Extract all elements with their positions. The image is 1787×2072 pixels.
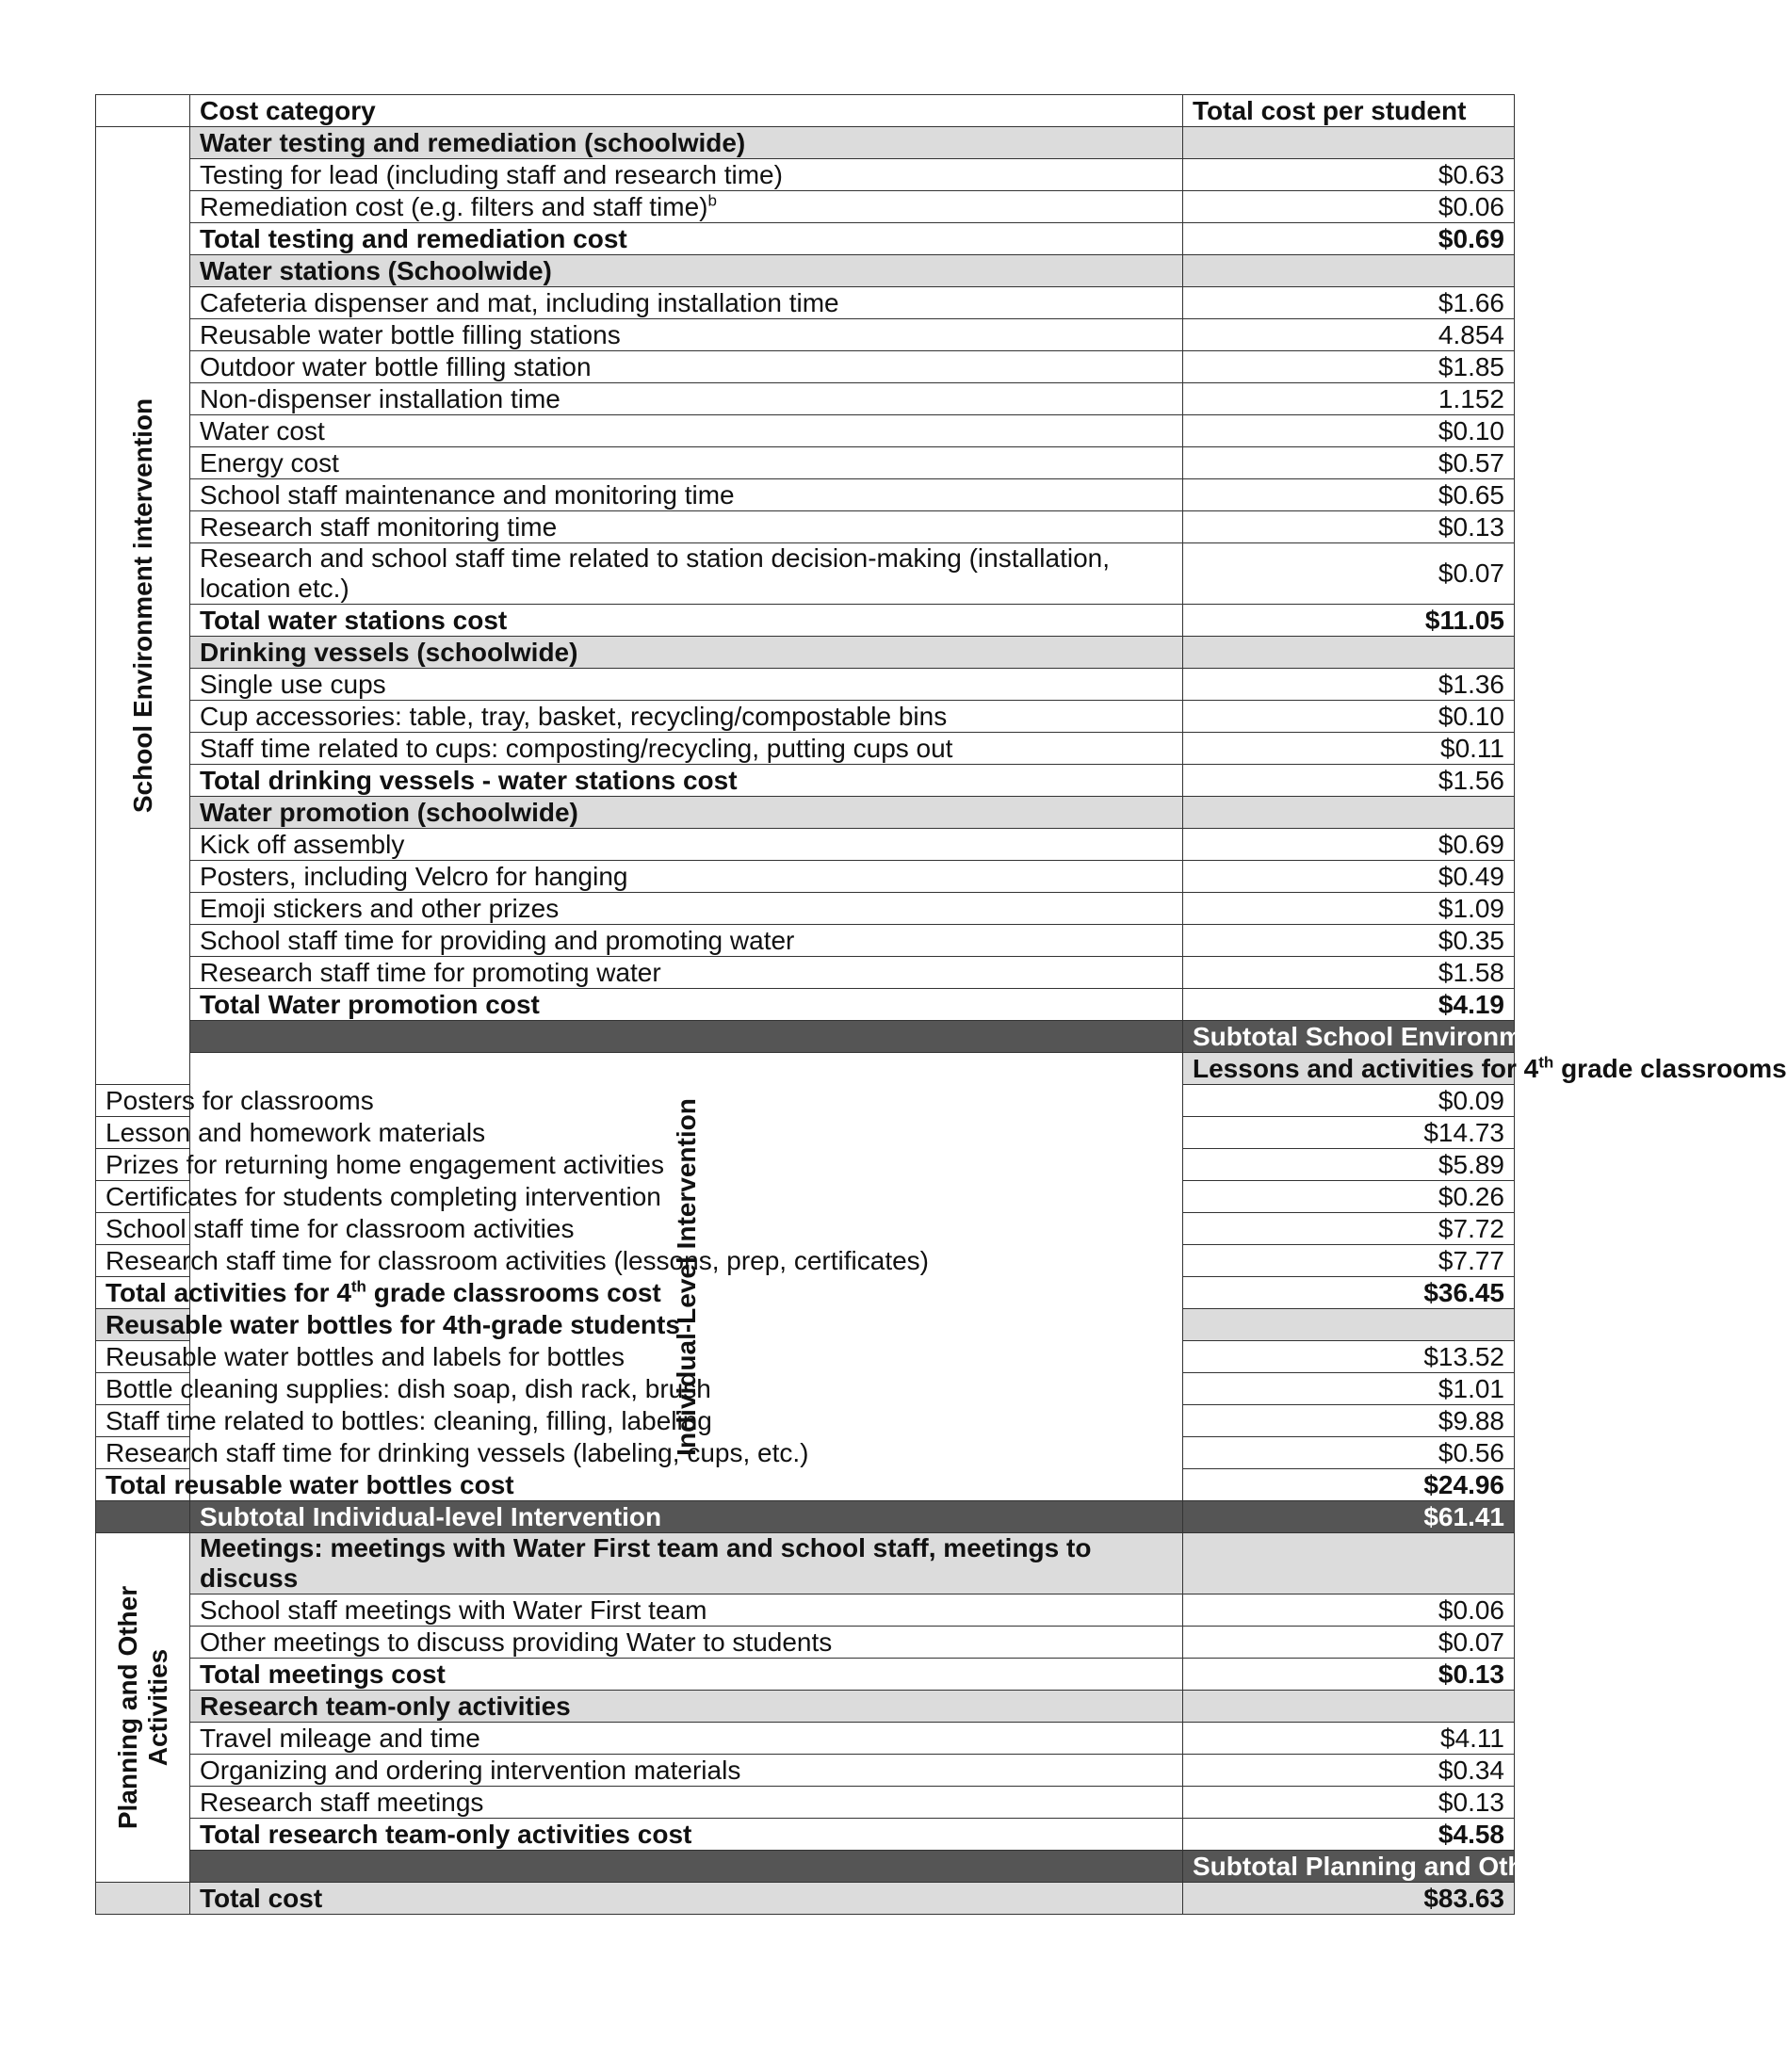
- item-value: 1.152: [1183, 383, 1515, 415]
- subtotal-side-cell: [190, 1021, 1183, 1053]
- item-label: Posters for classrooms: [96, 1085, 190, 1117]
- section-title: Water stations (Schoolwide): [190, 255, 1183, 287]
- subtotal-label: Subtotal Planning and Other Activities: [1183, 1851, 1515, 1883]
- table-row: [96, 319, 1515, 351]
- item-label: Organizing and ordering intervention materials: [190, 1755, 1183, 1787]
- item-label: Non-dispenser installation time: [190, 383, 1183, 415]
- section-title-rest: grade classrooms: [1553, 1053, 1787, 1083]
- item-value: $0.10: [1183, 701, 1515, 733]
- table-row: [96, 733, 1515, 765]
- table-row: [96, 1594, 1515, 1627]
- ordinal-suffix: th: [1538, 1053, 1554, 1072]
- item-value: $0.07: [1183, 1627, 1515, 1659]
- item-value: $1.36: [1183, 669, 1515, 701]
- item-value: $1.09: [1183, 893, 1515, 925]
- table-row: [96, 925, 1515, 957]
- item-value: $0.57: [1183, 447, 1515, 479]
- item-label: Emoji stickers and other prizes: [190, 893, 1183, 925]
- ordinal-suffix: th: [350, 1277, 366, 1296]
- section-value-empty: [1183, 1309, 1515, 1341]
- item-label: Lesson and homework materials: [96, 1117, 190, 1149]
- section-row: [96, 1691, 1515, 1723]
- subtotal-row: [96, 1501, 1515, 1533]
- subtotal-side-cell: [96, 1501, 190, 1533]
- header-blank-cell: [96, 95, 190, 127]
- header-total-cost: Total cost per student: [1183, 95, 1515, 127]
- item-label: School staff time for classroom activities: [96, 1213, 190, 1245]
- section-value-empty: [1183, 1533, 1515, 1594]
- table-row: [96, 669, 1515, 701]
- table-row: [96, 861, 1515, 893]
- item-label: School staff meetings with Water First team: [190, 1594, 1183, 1627]
- group-label-line: Planning and Other: [112, 1585, 142, 1830]
- section-value-empty: [1183, 127, 1515, 159]
- total-value: $36.45: [1183, 1277, 1515, 1309]
- item-label: Kick off assembly: [190, 829, 1183, 861]
- grand-total-label: Total cost: [190, 1883, 1183, 1915]
- table-row: [96, 1723, 1515, 1755]
- item-value: $0.56: [1183, 1437, 1515, 1469]
- item-value: $0.09: [1183, 1085, 1515, 1117]
- section-row: [96, 1533, 1515, 1594]
- table-row: [96, 287, 1515, 319]
- table-row: [96, 415, 1515, 447]
- item-label: Staff time related to cups: composting/recycling, putting cups out: [190, 733, 1183, 765]
- subtotal-row: [96, 1021, 1515, 1053]
- total-value: $24.96: [1183, 1469, 1515, 1501]
- table-row: [96, 511, 1515, 543]
- total-label: Total research team-only activities cost: [190, 1819, 1183, 1851]
- section-row: [96, 255, 1515, 287]
- total-value: $4.58: [1183, 1819, 1515, 1851]
- subtotal-label: Subtotal Individual-level Intervention: [190, 1501, 1183, 1533]
- table-row: [96, 1787, 1515, 1819]
- total-label: Total reusable water bottles cost: [96, 1469, 190, 1501]
- item-label: Water cost: [190, 415, 1183, 447]
- table-row: [96, 893, 1515, 925]
- total-label-with-superscript: [96, 1277, 661, 1309]
- item-label: School staff time for providing and promoting water: [190, 925, 1183, 957]
- total-row: [96, 765, 1515, 797]
- item-label: Research and school staff time related to station decision-making (installation, location etc.): [190, 543, 1183, 605]
- group-label-line: Activities: [142, 1648, 172, 1767]
- group-label-cell: [96, 1533, 190, 1883]
- item-label: Travel mileage and time: [190, 1723, 1183, 1755]
- item-label: Research staff meetings: [190, 1787, 1183, 1819]
- group-label-individual-level: Individual-Level Intervention: [671, 1097, 701, 1456]
- item-value: $1.66: [1183, 287, 1515, 319]
- item-value: $1.58: [1183, 957, 1515, 989]
- item-value: $13.52: [1183, 1341, 1515, 1373]
- header-row: [96, 95, 1515, 127]
- subtotal-row: [96, 1851, 1515, 1883]
- item-value: 4.854: [1183, 319, 1515, 351]
- item-value: $7.77: [1183, 1245, 1515, 1277]
- item-label: Remediation cost (e.g. filters and staff time): [200, 191, 708, 221]
- item-label: Outdoor water bottle filling station: [190, 351, 1183, 383]
- section-title: Lessons and activities for 4: [1193, 1053, 1539, 1083]
- group-label-cell: [190, 1053, 1183, 1501]
- table-row: [96, 543, 1515, 605]
- header-cost-category: Cost category: [190, 95, 1183, 127]
- item-value: $1.01: [1183, 1373, 1515, 1405]
- grand-total-side-cell: [96, 1883, 190, 1915]
- total-label: Total drinking vessels - water stations cost: [190, 765, 1183, 797]
- table-row: [96, 383, 1515, 415]
- section-title: Water testing and remediation (schoolwide): [190, 127, 1183, 159]
- item-value: $14.73: [1183, 1117, 1515, 1149]
- section-value-empty: [1183, 255, 1515, 287]
- item-label: Research staff time for drinking vessels (labeling, cups, etc.): [96, 1437, 190, 1469]
- total-label: Total activities for 4: [106, 1277, 351, 1307]
- total-label: Total water stations cost: [190, 605, 1183, 637]
- table-row: [96, 479, 1515, 511]
- section-title-with-superscript: [1183, 1053, 1787, 1085]
- item-label-with-footnote: [190, 191, 1183, 223]
- total-value: $0.69: [1183, 223, 1515, 255]
- section-row: [96, 637, 1515, 669]
- section-title: Research team-only activities: [190, 1691, 1183, 1723]
- item-value: $0.06: [1183, 191, 1515, 223]
- grand-total-row: [96, 1883, 1515, 1915]
- total-label: Total testing and remediation cost: [190, 223, 1183, 255]
- item-label: Research staff monitoring time: [190, 511, 1183, 543]
- section-row: [96, 1053, 1515, 1085]
- total-value: $0.13: [1183, 1659, 1515, 1691]
- item-label: Single use cups: [190, 669, 1183, 701]
- section-value-empty: [1183, 797, 1515, 829]
- table-row: [96, 1755, 1515, 1787]
- total-value: $1.56: [1183, 765, 1515, 797]
- item-value: $1.85: [1183, 351, 1515, 383]
- total-row: [96, 223, 1515, 255]
- item-label: Cafeteria dispenser and mat, including installation time: [190, 287, 1183, 319]
- group-label-cell: [96, 127, 190, 1085]
- section-row: [96, 127, 1515, 159]
- item-value: $0.07: [1183, 543, 1515, 605]
- item-label: Research staff time for classroom activities (lessons, prep, certificates): [96, 1245, 190, 1277]
- total-label: Total meetings cost: [190, 1659, 1183, 1691]
- footnote-marker: b: [707, 191, 717, 210]
- section-title: Reusable water bottles for 4th-grade students: [96, 1309, 190, 1341]
- subtotal-value: $61.41: [1183, 1501, 1515, 1533]
- table-row: [96, 351, 1515, 383]
- section-value-empty: [1183, 1691, 1515, 1723]
- item-value: $0.69: [1183, 829, 1515, 861]
- total-value: $4.19: [1183, 989, 1515, 1021]
- total-value: $11.05: [1183, 605, 1515, 637]
- total-row: [96, 605, 1515, 637]
- table-row: [96, 1627, 1515, 1659]
- table-row: [96, 957, 1515, 989]
- section-value-empty: [1183, 637, 1515, 669]
- item-value: $0.10: [1183, 415, 1515, 447]
- subtotal-side-cell: [190, 1851, 1183, 1883]
- item-value: $0.49: [1183, 861, 1515, 893]
- item-label: Research staff time for promoting water: [190, 957, 1183, 989]
- item-label: Certificates for students completing intervention: [96, 1181, 190, 1213]
- total-row: [96, 989, 1515, 1021]
- cost-table: [95, 94, 1787, 1915]
- item-value: $0.26: [1183, 1181, 1515, 1213]
- total-label: Total Water promotion cost: [190, 989, 1183, 1021]
- subtotal-label: Subtotal School Environment intervention: [1183, 1021, 1515, 1053]
- item-value: $5.89: [1183, 1149, 1515, 1181]
- total-row: [96, 1819, 1515, 1851]
- item-label: Energy cost: [190, 447, 1183, 479]
- table-row: [96, 829, 1515, 861]
- item-value: $0.35: [1183, 925, 1515, 957]
- section-title: Meetings: meetings with Water First team and school staff, meetings to discuss: [190, 1533, 1183, 1594]
- total-label-rest: grade classrooms cost: [366, 1277, 661, 1307]
- item-label: Reusable water bottles and labels for bottles: [96, 1341, 190, 1373]
- item-label: Prizes for returning home engagement activities: [96, 1149, 190, 1181]
- table-row: [96, 701, 1515, 733]
- grand-total-value: $83.63: [1183, 1883, 1515, 1915]
- group-label-planning: [113, 1586, 173, 1829]
- item-value: $0.13: [1183, 1787, 1515, 1819]
- item-label: Bottle cleaning supplies: dish soap, dish rack, brush: [96, 1373, 190, 1405]
- item-label: Cup accessories: table, tray, basket, recycling/compostable bins: [190, 701, 1183, 733]
- item-label: Other meetings to discuss providing Water to students: [190, 1627, 1183, 1659]
- item-label: Posters, including Velcro for hanging: [190, 861, 1183, 893]
- table-row: [96, 447, 1515, 479]
- item-value: $0.34: [1183, 1755, 1515, 1787]
- item-value: $4.11: [1183, 1723, 1515, 1755]
- item-label: School staff maintenance and monitoring time: [190, 479, 1183, 511]
- item-value: $0.13: [1183, 511, 1515, 543]
- table-row: [96, 191, 1515, 223]
- section-title: Water promotion (schoolwide): [190, 797, 1183, 829]
- section-row: [96, 797, 1515, 829]
- total-row: [96, 1659, 1515, 1691]
- group-label-school-environment: School Environment intervention: [127, 397, 157, 814]
- table-row: [96, 159, 1515, 191]
- section-title: Drinking vessels (schoolwide): [190, 637, 1183, 669]
- item-value: $7.72: [1183, 1213, 1515, 1245]
- item-value: $0.65: [1183, 479, 1515, 511]
- item-value: $0.06: [1183, 1594, 1515, 1627]
- item-label: Staff time related to bottles: cleaning, filling, labeling: [96, 1405, 190, 1437]
- item-value: $0.11: [1183, 733, 1515, 765]
- item-label: Reusable water bottle filling stations: [190, 319, 1183, 351]
- item-label: Testing for lead (including staff and research time): [190, 159, 1183, 191]
- item-value: $0.63: [1183, 159, 1515, 191]
- item-value: $9.88: [1183, 1405, 1515, 1437]
